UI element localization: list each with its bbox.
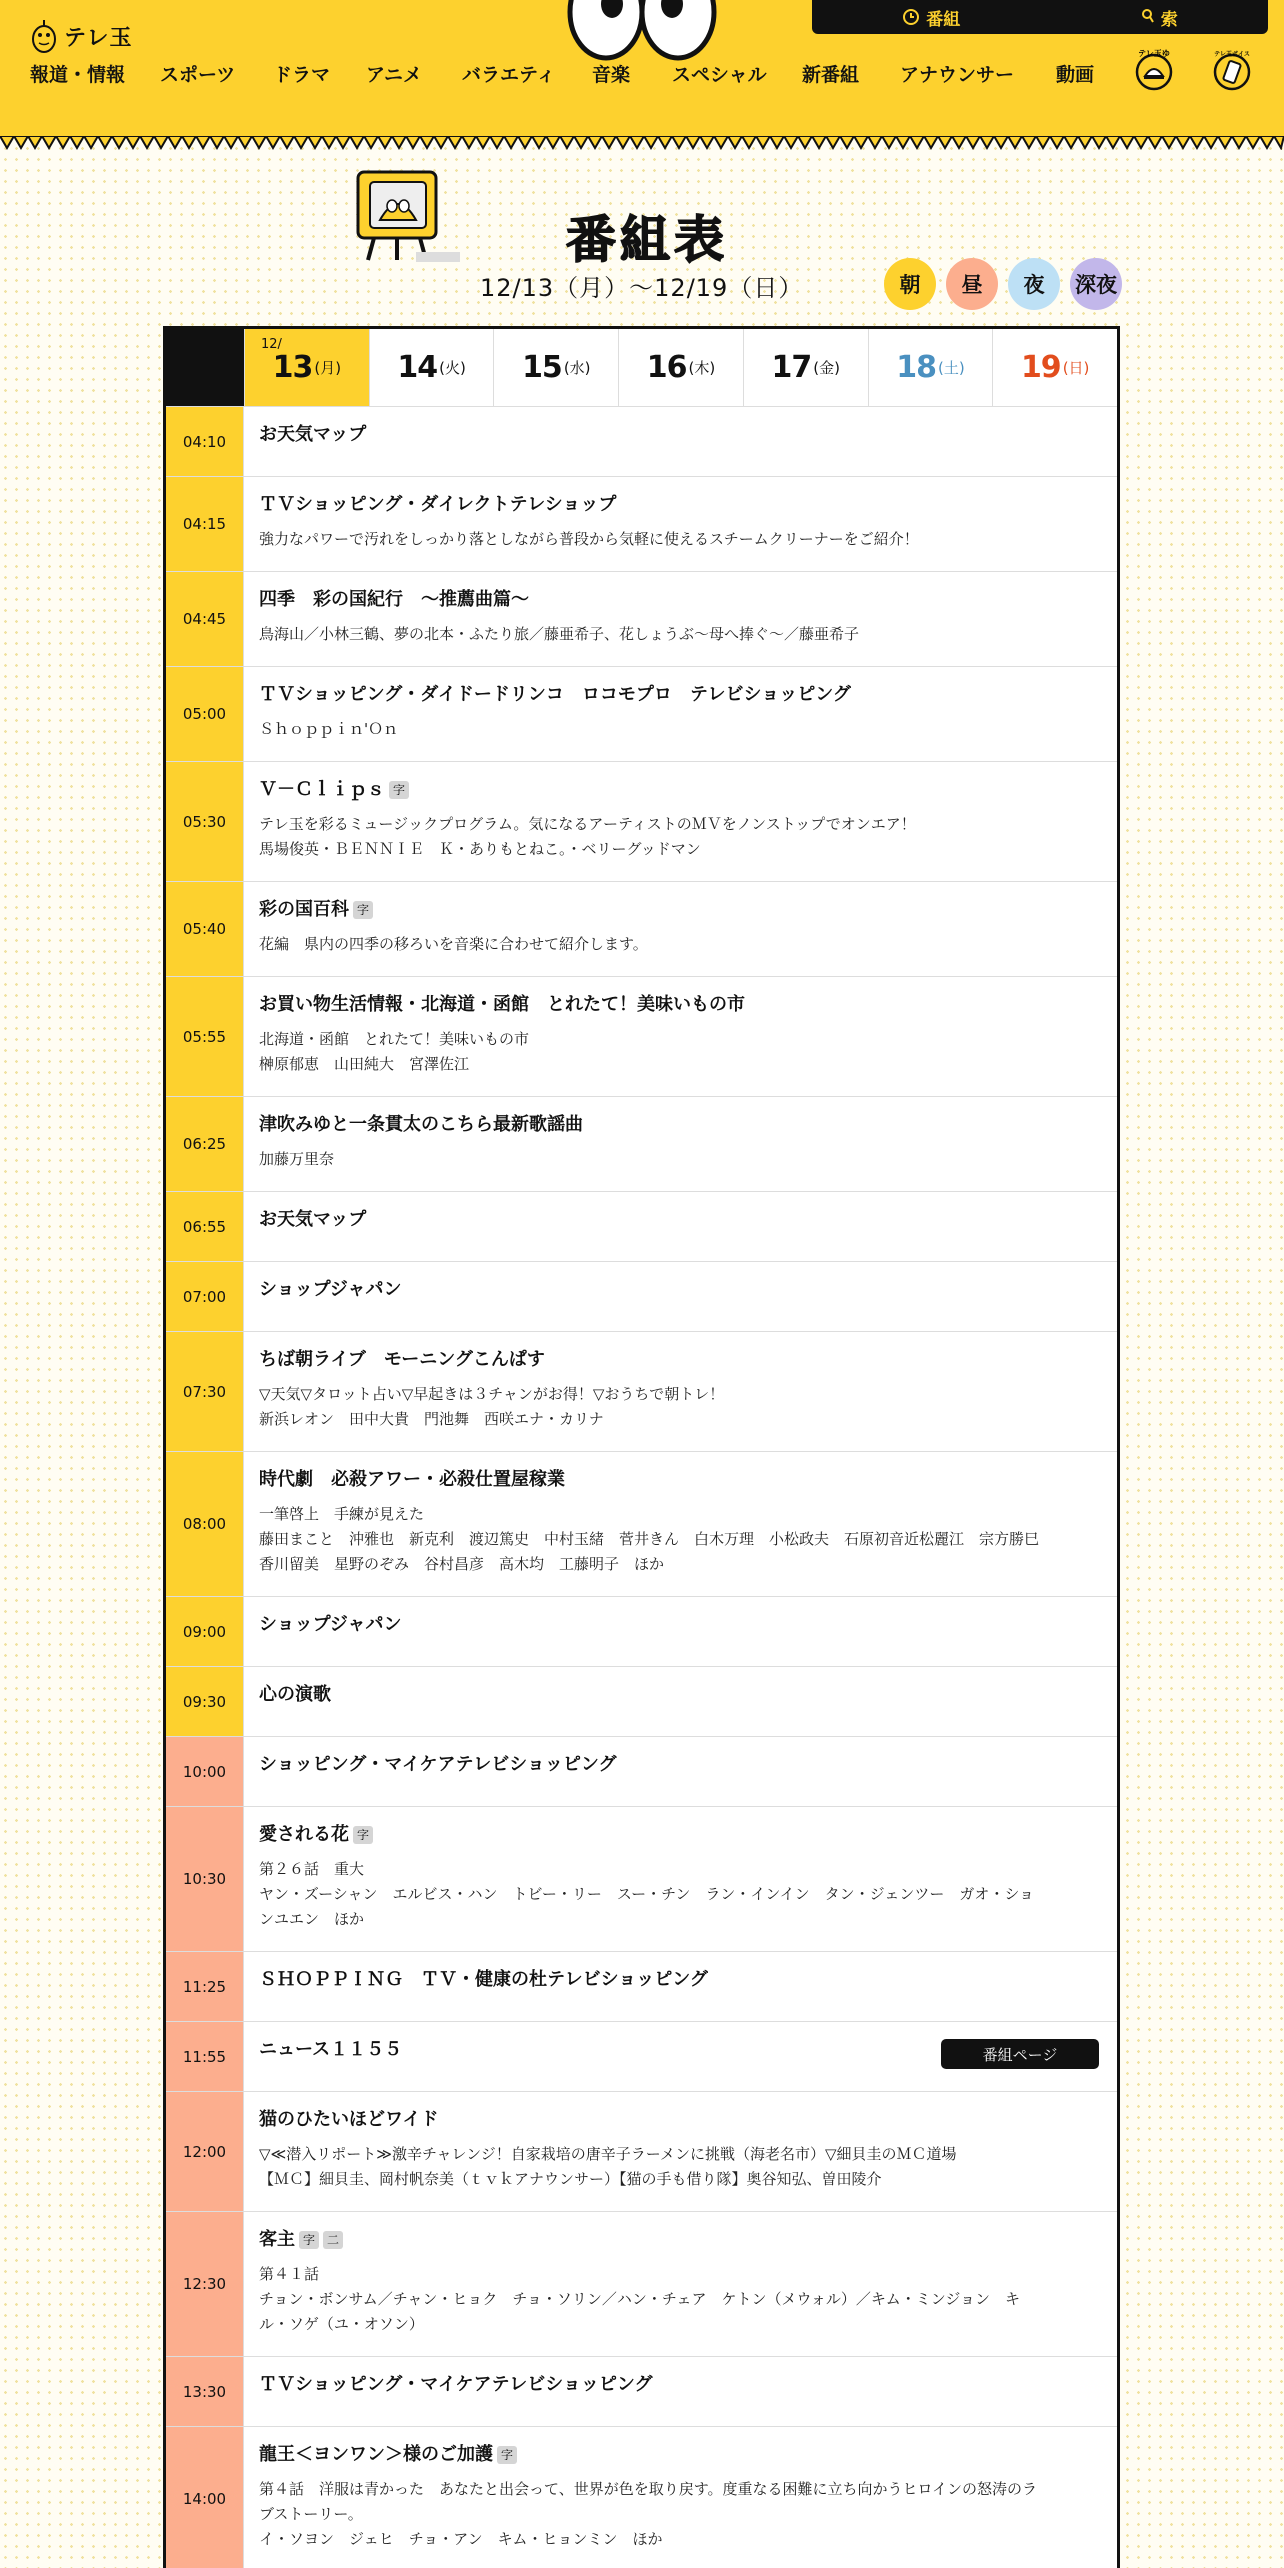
program-time: 05:40 [166, 882, 244, 976]
program-title-text: お天気マップ [259, 424, 367, 445]
program-cell[interactable] [244, 407, 1117, 476]
program-title-text: ショップジャパン [259, 1279, 402, 1300]
program-title-text: お買い物生活情報・北海道・函館 とれたて！美味いもの市 [259, 994, 745, 1015]
day-weekday: (火) [439, 359, 466, 377]
program-row [166, 2427, 1117, 2568]
program-guide-label: 番組 [926, 9, 961, 30]
nav-anime[interactable]: アニメ [366, 64, 423, 86]
program-guide-link[interactable] [902, 5, 960, 30]
program-title [259, 2443, 1101, 2467]
program-row [166, 1262, 1117, 1332]
day-number: 18 [896, 350, 936, 385]
program-time: 05:55 [166, 977, 244, 1096]
main-nav [0, 60, 1284, 90]
day-header-corner [166, 329, 244, 406]
program-row [166, 762, 1117, 882]
time-of-day-night-button[interactable]: 夜 [1008, 258, 1060, 310]
program-title [259, 493, 1101, 517]
program-title-text: ニュース１１５５ [259, 2039, 403, 2060]
program-time: 11:55 [166, 2022, 244, 2091]
program-row [166, 2212, 1117, 2357]
program-title [259, 898, 1101, 922]
day-weekday: (木) [688, 359, 716, 377]
program-title-text: お天気マップ [259, 1209, 367, 1230]
program-title [259, 1683, 1101, 1707]
program-cell[interactable] [244, 882, 1117, 976]
program-cell[interactable] [244, 2427, 1117, 2568]
header-zigzag-edge [0, 136, 1284, 150]
day-weekday: (日) [1062, 359, 1090, 377]
program-title-text: 龍王＜ヨンワン＞様のご加護 [259, 2444, 493, 2465]
program-time: 05:00 [166, 667, 244, 761]
day-number: 15 [522, 350, 562, 385]
program-row [166, 1807, 1117, 1952]
program-cell[interactable] [244, 2212, 1117, 2356]
program-cell[interactable] [244, 1667, 1117, 1736]
program-cell[interactable] [244, 1332, 1117, 1451]
program-tag-badge: 字 [389, 781, 409, 799]
program-title [259, 1613, 1101, 1637]
program-title [259, 1468, 1101, 1492]
program-title-text: ショッピング・マイケアテレビショッピング [259, 1754, 617, 1775]
program-cell[interactable] [244, 1737, 1117, 1806]
program-title [259, 588, 1101, 612]
program-title-text: ＴＶショッピング・ダイドードリンコ ロコモプロ テレビショッピング [259, 684, 851, 705]
site-logo[interactable] [30, 16, 133, 56]
program-cell[interactable] [244, 1807, 1117, 1951]
mascot-icon [30, 17, 58, 55]
program-title [259, 778, 1101, 802]
day-weekday: (水) [563, 359, 591, 377]
program-description: 北海道・函館 とれたて！美味いもの市 榊原郁恵 山田純大 宮澤佐江 [259, 1030, 530, 1073]
program-list [166, 407, 1117, 2568]
page-title: 番組表 [566, 211, 728, 269]
program-time: 06:25 [166, 1097, 244, 1191]
program-row [166, 667, 1117, 762]
svg-text:テレ玉ゆ: テレ玉ゆ [1138, 49, 1170, 58]
program-row [166, 1332, 1117, 1452]
day-tab-15[interactable] [493, 329, 618, 406]
program-description: 花編 県内の四季の移ろいを音楽に合わせて紹介します。 [259, 935, 648, 953]
day-number: 13 [272, 350, 313, 385]
program-row [166, 2092, 1117, 2212]
program-title [259, 1753, 1101, 1777]
date-range: 12/13（月）〜12/19（日） [480, 274, 804, 302]
program-title [259, 1278, 1101, 1302]
program-row [166, 882, 1117, 977]
program-title-text: Ｖ－Ｃｌｉｐｓ [259, 779, 385, 800]
program-row [166, 1192, 1117, 1262]
day-tab-17[interactable] [743, 329, 868, 406]
program-tag-badge: 字 [353, 901, 373, 919]
program-cell[interactable] [244, 2022, 1117, 2091]
program-title [259, 2228, 1101, 2252]
site-header [0, 0, 1284, 136]
day-number: 14 [397, 350, 438, 385]
program-title-text: 客主 [259, 2229, 295, 2250]
program-description: 一筆啓上 手練が見えた 藤田まこと 沖雅也 新克利 渡辺篤史 中村玉緒 菅井きん 白木万理 小松政夫 石原初音近松麗江 宗方勝巳 香川留美 星野のぞみ 谷村昌彦 高木均 工藤明子 ほか [259, 1505, 1040, 1573]
program-cell[interactable] [244, 1192, 1117, 1261]
program-title [259, 1208, 1101, 1232]
program-time: 11:25 [166, 1952, 244, 2021]
day-tab-14[interactable] [369, 329, 494, 406]
day-tab-16[interactable] [618, 329, 743, 406]
program-title-text: ちば朝ライブ モーニングこんぱす [259, 1349, 545, 1370]
program-row [166, 1597, 1117, 1667]
program-time: 10:30 [166, 1807, 244, 1951]
program-tag-badge: 字 [353, 1826, 373, 1844]
nav-sports[interactable]: スポーツ [160, 64, 236, 86]
program-title-text: ＳＨＯＰＰＩＮＧ ＴＶ・健康の杜テレビショッピング [259, 1969, 708, 1990]
mascot-tv-icon [352, 168, 464, 268]
day-number: 17 [771, 350, 812, 385]
program-title [259, 1113, 1101, 1137]
program-description: 第４１話 チョン・ボンサム／チャン・ヒョク チョ・ソリン／ハン・チェア ケトン（メウォル）／キム・ミンジョン キ ル・ソゲ（ユ・オソン） [259, 2265, 1021, 2333]
program-row [166, 1952, 1117, 2022]
program-row [166, 572, 1117, 667]
program-time: 12:30 [166, 2212, 244, 2356]
program-row [166, 477, 1117, 572]
program-title-text: 時代劇 必殺アワー・必殺仕置屋稼業 [259, 1469, 565, 1490]
program-time: 09:00 [166, 1597, 244, 1666]
program-title-text: ショップジャパン [259, 1614, 402, 1635]
program-cell[interactable] [244, 1452, 1117, 1596]
mascot-eyes-icon [566, 0, 718, 62]
program-tag-badge: 字 [299, 2231, 319, 2249]
program-cell[interactable] [244, 572, 1117, 666]
program-description: 第４話 洋服は青かった あなたと出会って、世界が色を取り戻す。度重なる困難に立ち向かうヒロインの怒涛のラ ブストーリー。 イ・ソヨン ジェヒ チョ・アン キム・ヒョンミン ほか [259, 2480, 1038, 2548]
time-of-day-late-night-button[interactable]: 深夜 [1070, 258, 1122, 310]
day-tab-18[interactable] [868, 329, 993, 406]
program-description: 鳥海山／小林三鶴、夢の北本・ふたり旅／藤亜希子、花しょうぶ～母へ捧ぐ～／藤亜希子 [259, 625, 860, 643]
program-time: 05:30 [166, 762, 244, 881]
nav-new-programs[interactable]: 新番組 [802, 64, 860, 86]
day-tab-19[interactable] [992, 329, 1117, 406]
day-weekday: (金) [813, 359, 840, 377]
program-cell[interactable] [244, 2357, 1117, 2426]
program-time: 04:15 [166, 477, 244, 571]
program-title-text: ＴＶショッピング・マイケアテレビショッピング [259, 2374, 653, 2395]
program-row [166, 1097, 1117, 1192]
program-time: 07:00 [166, 1262, 244, 1331]
program-time: 10:00 [166, 1737, 244, 1806]
schedule-grid [163, 326, 1120, 2568]
nav-announcers[interactable]: アナウンサー [900, 64, 1015, 86]
day-weekday: (土) [937, 359, 965, 377]
program-row [166, 1667, 1117, 1737]
program-page-button[interactable]: 番組ページ [941, 2039, 1099, 2069]
program-time: 13:30 [166, 2357, 244, 2426]
program-title [259, 423, 1101, 447]
program-cell[interactable] [244, 1262, 1117, 1331]
program-cell[interactable] [244, 2092, 1117, 2211]
program-description: Ｓｈｏｐｐｉｎ'Ｏｎ [259, 720, 399, 738]
program-description: 加藤万里奈 [259, 1150, 335, 1168]
top-utility-bar [812, 0, 1268, 34]
program-cell[interactable] [244, 1952, 1117, 2021]
program-title-text: 猫のひたいほどワイド [259, 2109, 439, 2130]
search-label: 索 [1160, 9, 1178, 30]
nav-drama[interactable]: ドラマ [273, 64, 331, 86]
day-month: 12/ [261, 337, 282, 352]
search-icon [1141, 8, 1155, 26]
day-number: 19 [1020, 350, 1061, 385]
svg-text:テレ玉ボイス: テレ玉ボイス [1214, 51, 1250, 58]
nav-variety[interactable]: バラエティ [462, 64, 556, 86]
program-row [166, 1737, 1117, 1807]
nav-special[interactable]: スペシャル [672, 64, 767, 86]
program-title [259, 1823, 1101, 1847]
program-row [166, 407, 1117, 477]
program-description: ▽天気▽タロット占い▽早起きは３チャンがお得！▽おうちで朝トレ！ 新浜レオン 田中大貴 門池舞 西咲エナ・カリナ [259, 1385, 725, 1428]
program-time: 07:30 [166, 1332, 244, 1451]
program-time: 04:45 [166, 572, 244, 666]
nav-news[interactable]: 報道・情報 [30, 64, 126, 86]
program-title-text: 心の演歌 [259, 1684, 331, 1705]
time-of-day-morning-button[interactable]: 朝 [884, 258, 936, 310]
clock-icon [902, 8, 920, 26]
program-time: 04:10 [166, 407, 244, 476]
teletama-yu-badge-icon[interactable] [1134, 48, 1174, 92]
program-row [166, 977, 1117, 1097]
program-cell[interactable] [244, 762, 1117, 881]
program-tag-badge: 二 [323, 2231, 343, 2249]
program-cell[interactable] [244, 977, 1117, 1096]
day-weekday: (月) [314, 359, 342, 377]
program-description: 強力なパワーで汚れをしっかり落としながら普段から気軽に使えるスチームクリーナーをご紹介！ [259, 530, 919, 548]
teletama-voice-badge-icon[interactable] [1212, 48, 1252, 92]
program-cell[interactable] [244, 1097, 1117, 1191]
program-title [259, 993, 1101, 1017]
program-title [259, 1348, 1101, 1372]
program-time: 08:00 [166, 1452, 244, 1596]
nav-videos[interactable]: 動画 [1056, 64, 1095, 86]
time-of-day-noon-button[interactable]: 昼 [946, 258, 998, 310]
program-cell[interactable] [244, 1597, 1117, 1666]
program-tag-badge: 字 [497, 2446, 517, 2464]
program-title [259, 2373, 1101, 2397]
program-time: 09:30 [166, 1667, 244, 1736]
program-description: テレ玉を彩るミュージックプログラム。気になるアーティストのＭＶをノンストップでオンエア！ 馬場俊英・ＢＥＮＮＩＥ Ｋ・ありもとねこ。・ベリーグッドマン [259, 815, 916, 858]
search-link[interactable] [1141, 5, 1178, 30]
program-description: ▽≪潜入リポート≫激辛チャレンジ！自家栽培の唐辛子ラーメンに挑戦（海老名市）▽細貝圭のＭＣ道場 【ＭＣ】細貝圭、岡村帆奈美（ｔｖｋアナウンサー）【猫の手も借り隊】奥谷知弘、曽田陵介 [259, 2145, 957, 2188]
program-time: 06:55 [166, 1192, 244, 1261]
program-title-text: 彩の国百科 [259, 899, 349, 920]
program-cell[interactable] [244, 477, 1117, 571]
day-tab-13[interactable] [244, 329, 369, 406]
day-header-row [166, 329, 1117, 407]
logo-text: テレ玉 [64, 25, 133, 51]
program-title [259, 683, 1101, 707]
program-row [166, 2357, 1117, 2427]
program-title-text: ＴＶショッピング・ダイレクトテレショップ [259, 494, 617, 515]
program-description: 第２６話 重大 ヤン・ズーシャン エルビス・ハン トビー・リー スー・チン ラン・インイン タン・ジェンツー ガオ・ショ ンユエン ほか [259, 1860, 1035, 1928]
nav-music[interactable]: 音楽 [592, 64, 631, 86]
day-number: 16 [646, 350, 687, 385]
program-time: 12:00 [166, 2092, 244, 2211]
program-time: 14:00 [166, 2427, 244, 2568]
program-row [166, 2022, 1117, 2092]
program-title-text: 愛される花 [259, 1824, 349, 1845]
program-cell[interactable] [244, 667, 1117, 761]
program-title-text: 津吹みゆと一条貫太のこちら最新歌謡曲 [259, 1114, 583, 1135]
program-row [166, 1452, 1117, 1597]
program-title [259, 2108, 1101, 2132]
program-title-text: 四季 彩の国紀行 ～推薦曲篇～ [259, 589, 529, 610]
program-title [259, 1968, 1101, 1992]
